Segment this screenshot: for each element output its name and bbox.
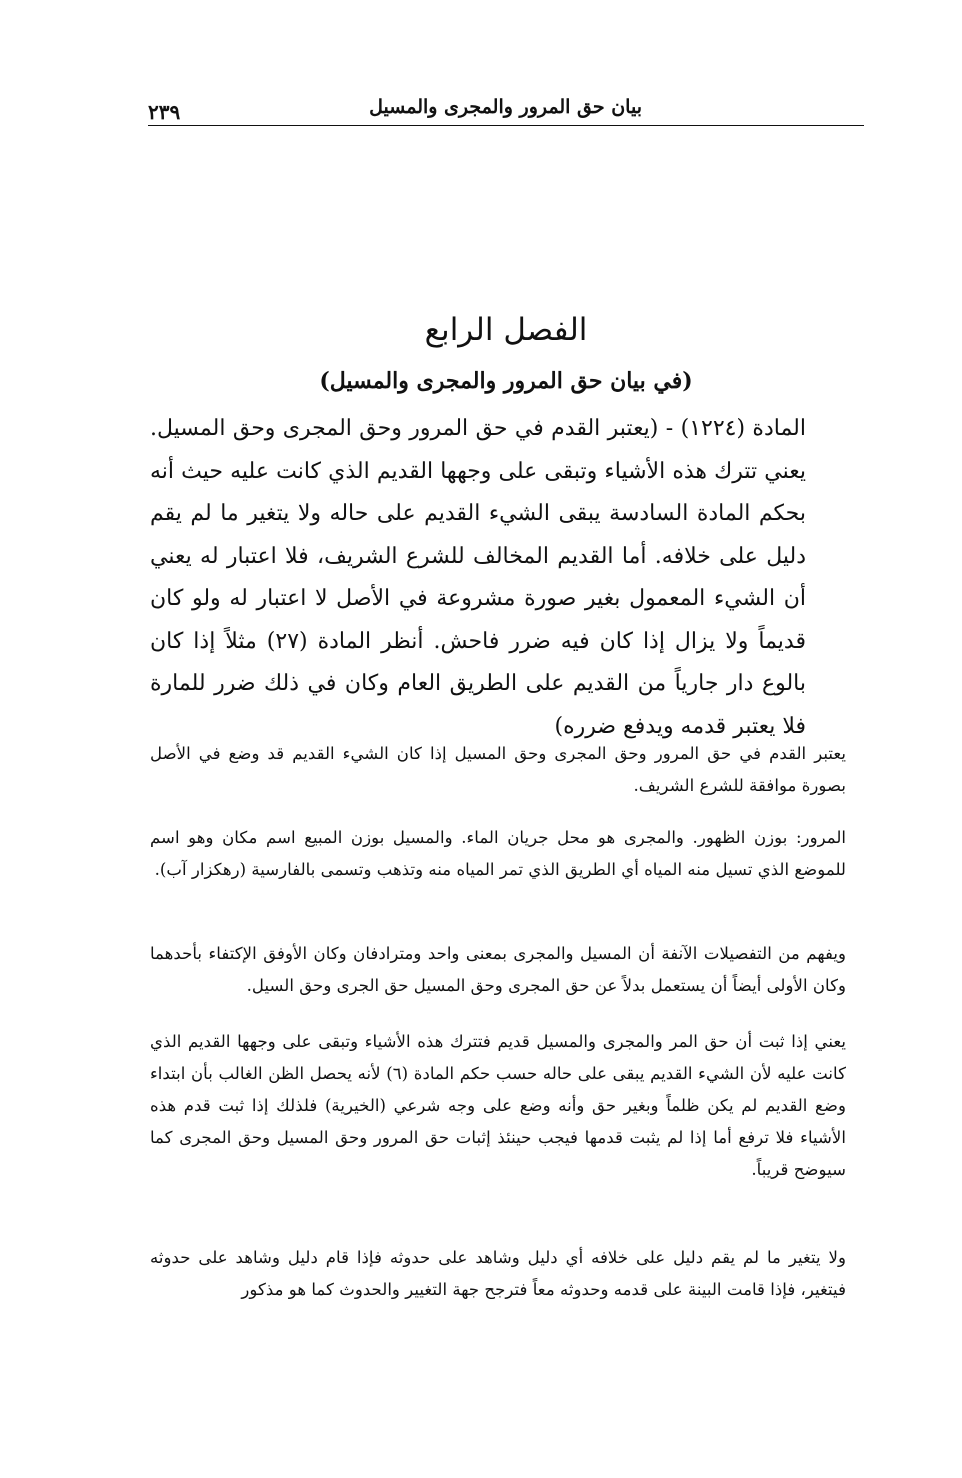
chapter-subtitle: (في بيان حق المرور والمجرى والمسيل) bbox=[319, 368, 693, 394]
paragraph-text: ويفهم من التفصيلات الآنفة أن المسيل والمجرى بمعنى واحد ومترادفان وكان الأوفق الإكتفاء بأحدهما وكان الأولى أيضاً أن يستعمل بدلاً عن حق المجرى وحق المسيل حق الجرى وحق السيل. bbox=[150, 944, 846, 995]
running-header bbox=[148, 92, 864, 126]
commentary-paragraph bbox=[150, 738, 872, 802]
paragraph-text: المرور: بوزن الظهور. والمجرى هو محل جريان الماء. والمسيل بوزن المبيع اسم مكان وهو اسم للموضع الذي تسيل منه المياه أي الطريق الذي تمر المياه منه وتذهب وتسمى بالفارسية (رهكزار آب). bbox=[150, 828, 846, 879]
paragraph-text: يعني إذا ثبت أن حق المر والمجرى والمسيل قديم فتترك هذه الأشياء وتبقى على وجهها القديم الذي كانت عليه لأن الشيء القديم يبقى على حاله حسب حكم المادة (٦) لأنه يحصل الظن الغالب بأن ابتداء وضع القديم لم يكن ظلماً وبغير حق وأنه وضع على وجه شرعي (الخيرية) فلذلك إذا ثبت قدم هذه الأشياء فلا ترفع أما إذا لم يثبت قدمها فيجب حينئذ إثبات حق المرور وحق المسيل وحق المجرى كما سيوضح قريباً. bbox=[150, 1032, 846, 1179]
commentary-paragraph bbox=[150, 822, 872, 886]
running-title: بيان حق المرور والمجرى والمسيل bbox=[369, 96, 642, 118]
commentary-paragraph bbox=[150, 1026, 872, 1186]
chapter-title: الفصل الرابع bbox=[424, 312, 588, 348]
header-rule bbox=[148, 125, 864, 126]
page-number: ٢٣٩ bbox=[148, 100, 181, 124]
article-text: المادة (١٢٢٤) - (يعتبر القدم في حق المرور وحق المجرى وحق المسيل. يعني تترك هذه الأشياء وتبقى على وجهها القديم الذي كانت عليه حيث أنه بحكم المادة السادسة يبقى الشيء القديم على حاله ولا يتغير ما لم يقم دليل على خلافه. أما القديم المخالف للشرع الشريف، فلا اعتبار له يعني أن الشيء المعمول بغير صورة مشروعة في الأصل لا اعتبار له ولو كان قديماً ولا يزال إذا كان فيه ضرر فاحش. أنظر المادة (٢٧) مثلاً إذا كان بالوع دار جارياً من القديم على الطريق العام وكان في ذلك ضرر للمارة فلا يعتبر قدمه ويدفع ضرره) bbox=[150, 416, 806, 739]
commentary-paragraph bbox=[150, 938, 872, 1002]
paragraph-text: ولا يتغير ما لم يقم دليل على خلافه أي دليل وشاهد على حدوثه فإذا قام دليل وشاهد على حدوثه فيتغير، فإذا قامت البينة على قدمه وحدوثه معاً فترجح جهة التغيير والحدوث كما هو مذكور bbox=[150, 1248, 846, 1299]
paragraph-text: يعتبر القدم في حق المرور وحق المجرى وحق المسيل إذا كان الشيء القديم قد وضع في الأصل بصورة موافقة للشرع الشريف. bbox=[150, 744, 846, 795]
commentary-paragraph bbox=[150, 1242, 872, 1306]
article-1224 bbox=[150, 408, 872, 748]
